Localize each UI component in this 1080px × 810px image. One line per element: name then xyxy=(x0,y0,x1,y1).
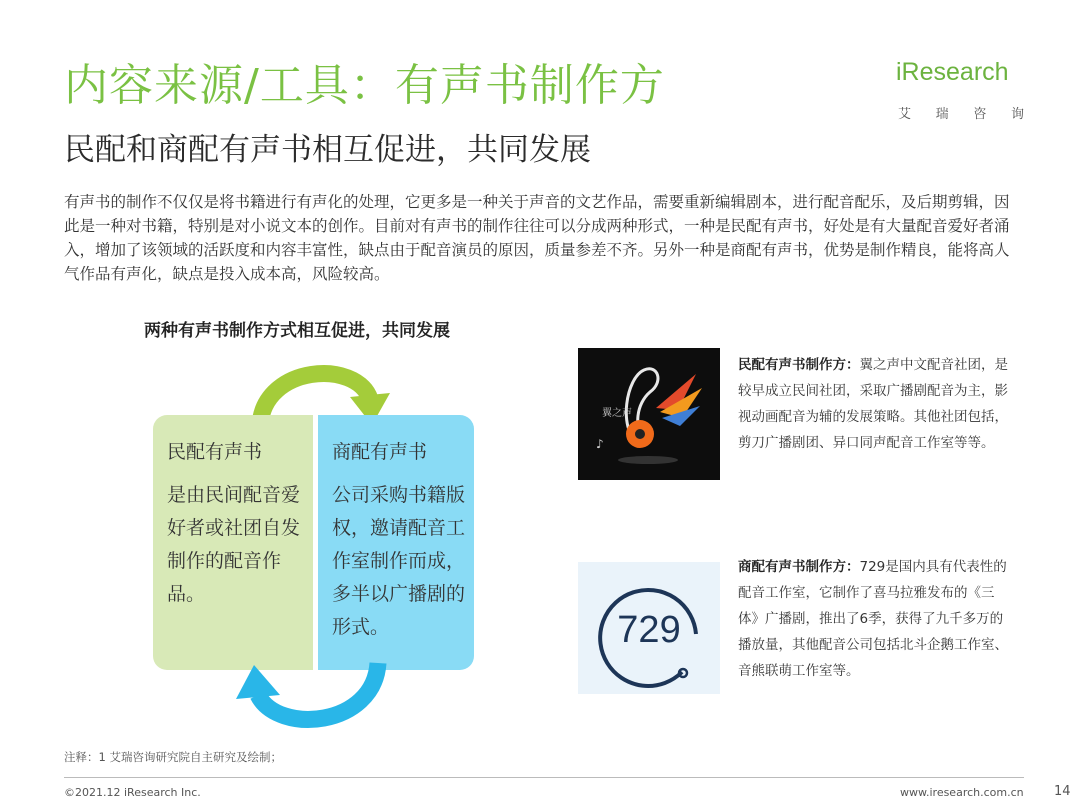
intro-paragraph: 有声书的制作不仅仅是将书籍进行有声化的处理，它更多是一种关于声音的文艺作品，需要重新编辑剧本，进行配音配乐，及后期剪辑，因此是一种对书籍，特别是对小说文本的创作。目前对有声书的制作往往可以分成两种形式，一种是民配有声书，好处是有大量配音爱好者涌入，增加了该领域的活跃度和内容丰富性，缺点由于配音演员的原因，质量参差不齐。另外一种是商配有声书，优势是制作精良，能将高人气作品有声化，缺点是投入成本高，风险较高。 xyxy=(64,193,1010,283)
private-dub-example-text: 翼之声中文配音社团，是较早成立民间社团，采取广播剧配音为主，影视动画配音为辅的发展策略。其他社团包括，剪刀广播剧团、异口同声配音工作室等等。 xyxy=(738,357,1008,451)
studio-729-logo-text: 729 xyxy=(617,609,681,651)
diagram-title: 两种有声书制作方式相互促进，共同发展 xyxy=(144,321,450,341)
commercial-dub-heading: 商配有声书 xyxy=(332,441,428,463)
iresearch-logo xyxy=(896,58,1026,124)
footer-divider xyxy=(64,777,1024,778)
copyright-text: ©2021.12 iResearch Inc. xyxy=(64,786,201,799)
commercial-dub-example xyxy=(738,554,1008,684)
logo-brand-text: iResearch xyxy=(896,58,1009,86)
private-dub-example xyxy=(738,352,1008,456)
private-dub-example-label: 民配有声书制作方： xyxy=(738,357,860,373)
studio-729-logo-image xyxy=(578,562,720,694)
svg-text:♪: ♪ xyxy=(596,437,604,451)
studio-729-logo-icon xyxy=(578,562,720,694)
yizhisheng-logo-image xyxy=(578,348,720,480)
commercial-dub-example-text: 729是国内具有代表性的配音工作室，它制作了喜马拉雅发布的《三体》广播剧，推出了6季，获得了九千多万的播放量，其他配音公司包括北斗企鹅工作室、音熊联萌工作室等。 xyxy=(738,559,1008,679)
page-title: 内容来源/工具：有声书制作方 xyxy=(64,60,665,111)
private-dub-box xyxy=(153,415,313,670)
website-link[interactable]: www.iresearch.com.cn xyxy=(900,786,1024,799)
commercial-dub-box xyxy=(318,415,474,670)
cycle-arrow-bottom-icon xyxy=(228,655,398,735)
page-number: 14 xyxy=(1054,784,1071,799)
commercial-dub-description: 公司采购书籍版权，邀请配音工作室制作而成，多半以广播剧的形式。 xyxy=(332,484,466,638)
commercial-dub-example-label: 商配有声书制作方： xyxy=(738,559,860,575)
yizhisheng-logo-text: 翼之声 xyxy=(602,408,632,419)
logo-chinese-text: 艾 瑞 咨 询 xyxy=(898,107,1024,122)
footnote: 注释：1 艾瑞咨询研究院自主研究及绘制； xyxy=(64,750,282,764)
private-dub-description: 是由民间配音爱好者或社团自发制作的配音作品。 xyxy=(167,484,301,605)
private-dub-heading: 民配有声书 xyxy=(167,441,263,463)
yizhisheng-logo-icon xyxy=(578,348,720,480)
page-subtitle: 民配和商配有声书相互促进，共同发展 xyxy=(64,132,591,168)
